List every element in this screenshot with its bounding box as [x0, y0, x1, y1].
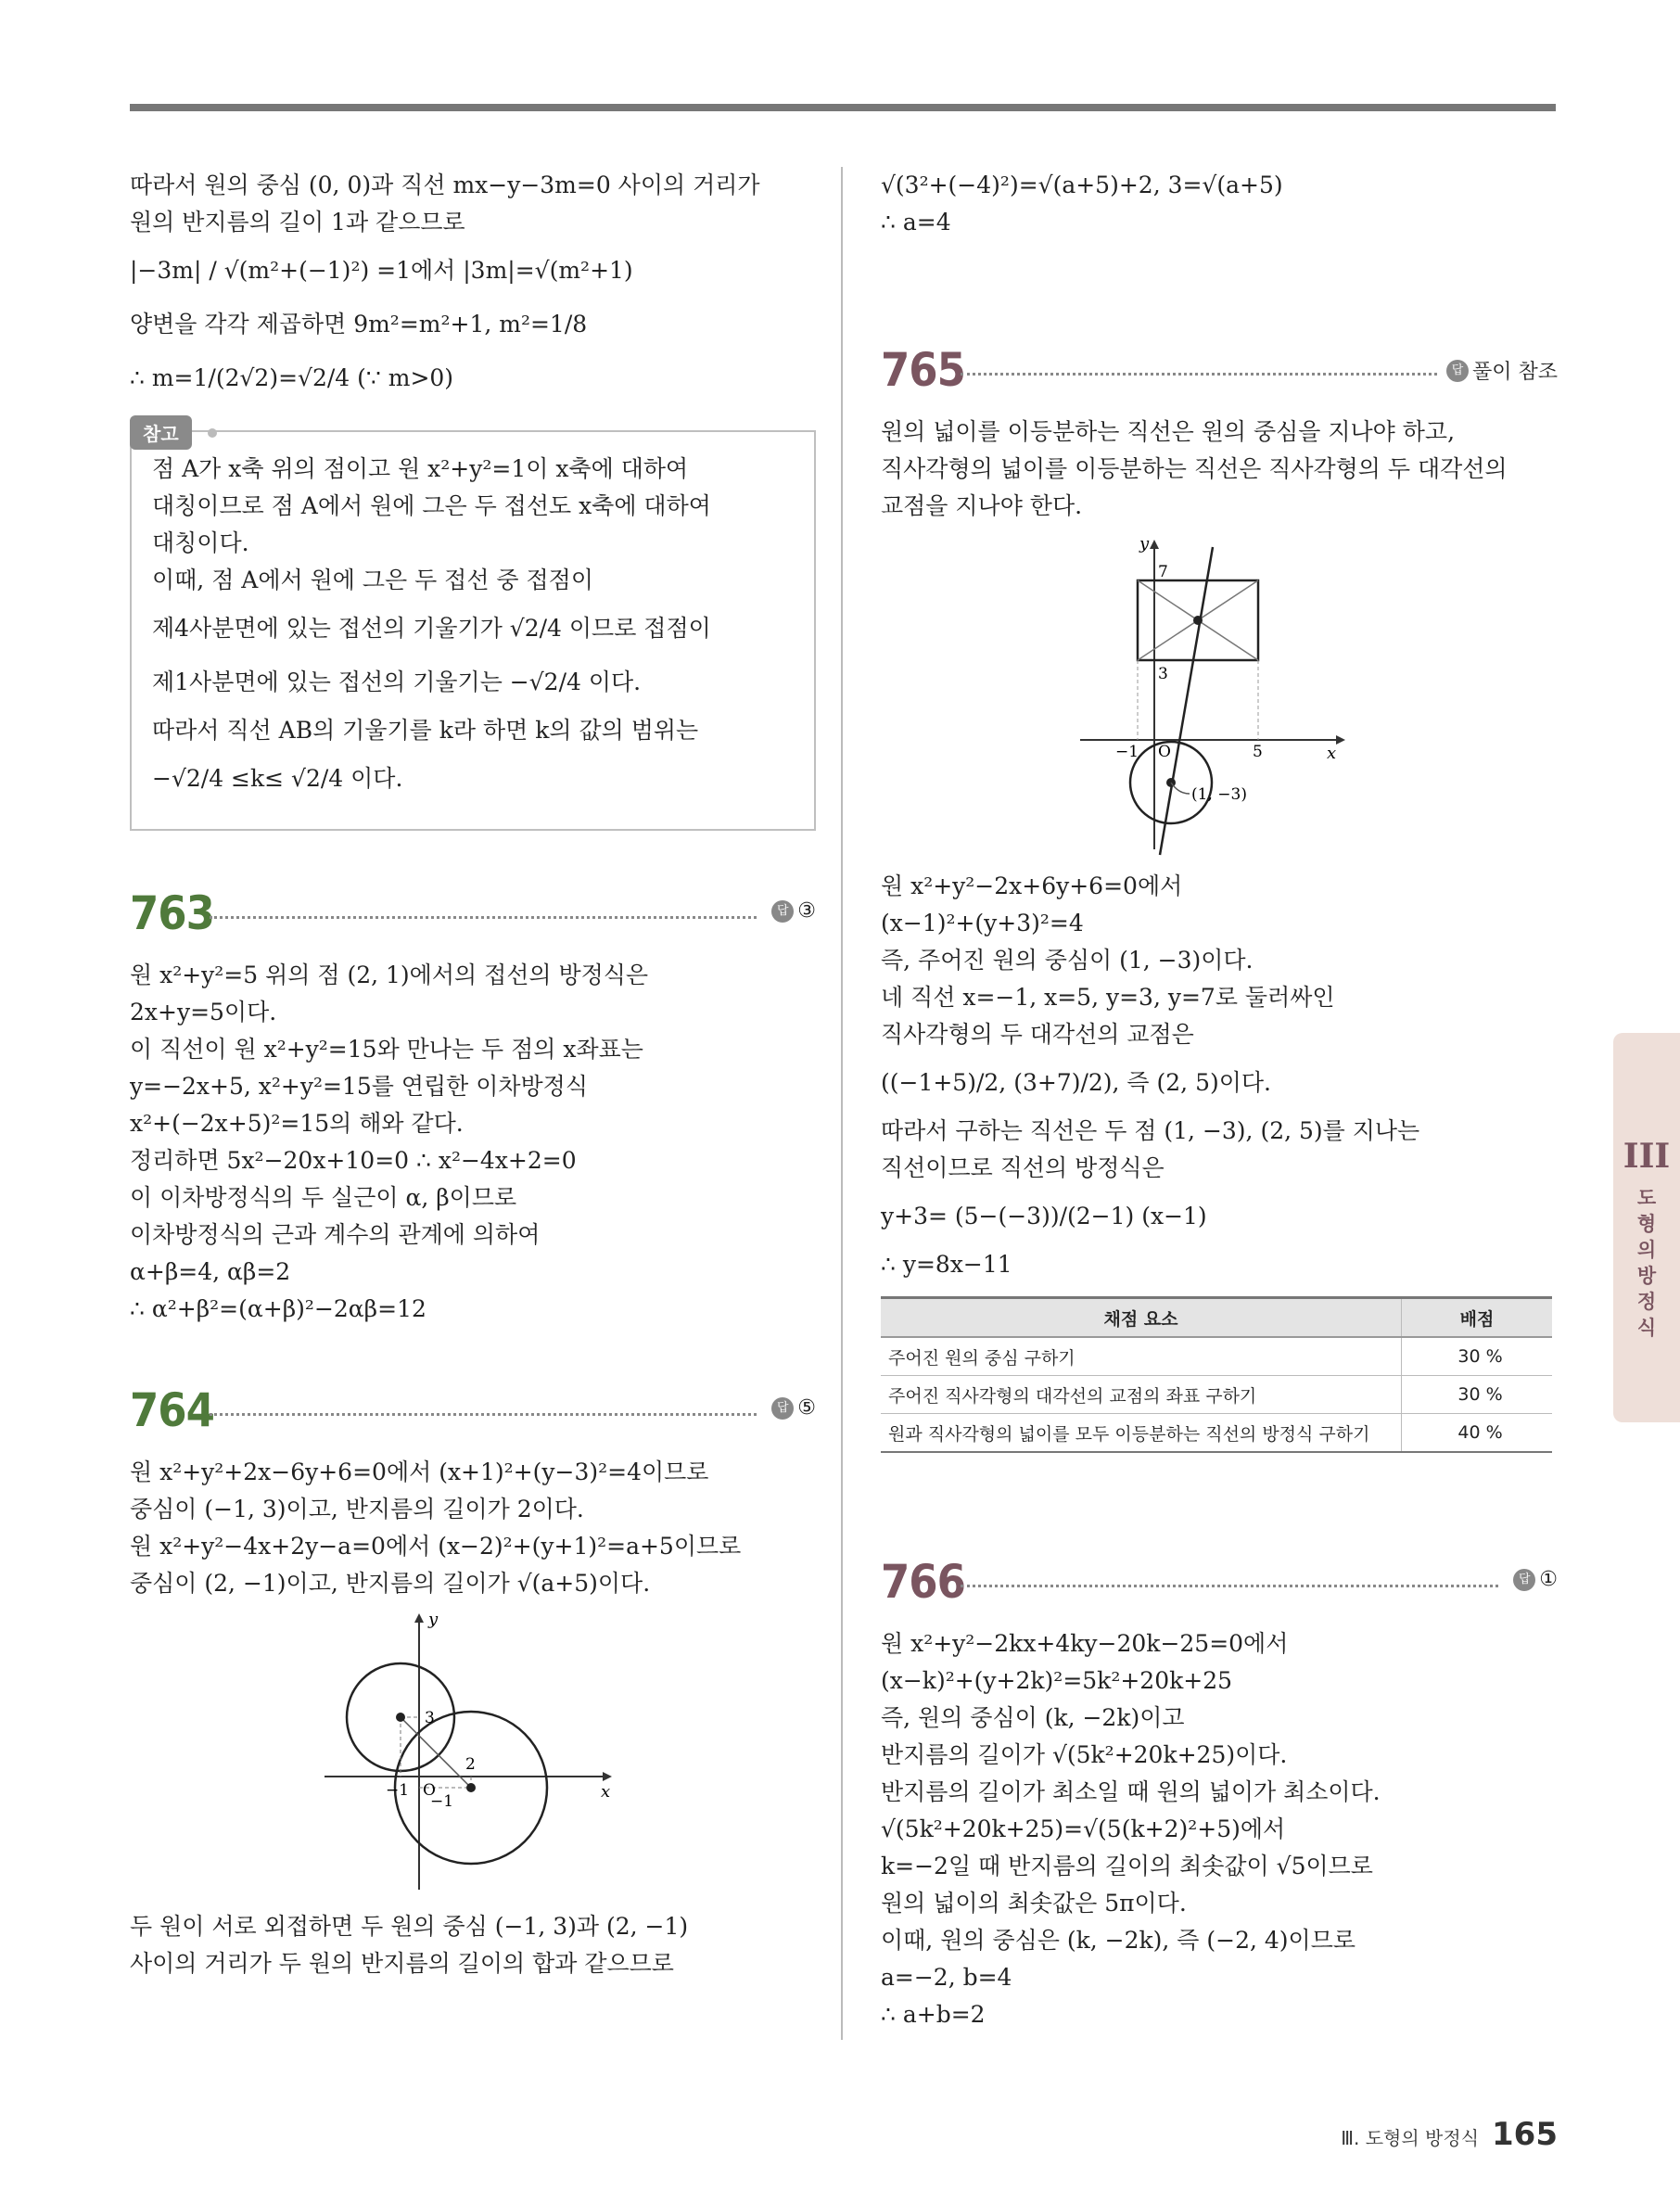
text-line: 원 x²+y²+2x−6y+6=0에서 (x+1)²+(y−3)²=4이므로 — [130, 1459, 709, 1485]
answer-icon: 답 — [1446, 360, 1469, 382]
axis-label-y: y — [428, 1611, 439, 1629]
problem-763-header — [130, 886, 816, 946]
text-line: ((−1+5)/2, (3+7)/2), 즉 (2, 5)이다. — [881, 1069, 1271, 1096]
table-row — [881, 1376, 1552, 1414]
tick-label: −1 — [1115, 743, 1139, 761]
text-line: ∴ y=8x−11 — [881, 1251, 1012, 1278]
text-line: 직사각형의 두 대각선의 교점은 — [881, 1021, 1194, 1048]
x-axis-arrow-icon — [603, 1772, 612, 1781]
tick-label: 3 — [1158, 665, 1168, 683]
table-cell: 30 % — [1402, 1376, 1553, 1414]
table-cell: 주어진 직사각형의 대각선의 교점의 좌표 구하기 — [881, 1376, 1402, 1414]
note-dot-icon — [208, 428, 217, 438]
table-cell: 40 % — [1402, 1414, 1553, 1453]
text-line: 중심이 (−1, 3)이고, 반지름의 길이가 2이다. — [130, 1496, 584, 1522]
dotted-leader — [961, 373, 1437, 376]
answer-value: ③ — [797, 899, 816, 923]
text-line: 이 직선이 원 x²+y²=15와 만나는 두 점의 x좌표는 — [130, 1036, 643, 1063]
text-line: 이때, 원의 중심은 (k, −2k), 즉 (−2, 4)이므로 — [881, 1927, 1355, 1954]
note-line: 점 A가 x축 위의 점이고 원 x²+y²=1이 x축에 대하여 — [152, 455, 689, 482]
table-header: 배점 — [1402, 1298, 1553, 1338]
text-line: 직사각형의 넓이를 이등분하는 직선은 직사각형의 두 대각선의 — [881, 455, 1508, 482]
tick-label: 3 — [425, 1709, 435, 1727]
page-footer — [1341, 2116, 1558, 2153]
answer-icon: 답 — [771, 900, 794, 923]
text-line: a=−2, b=4 — [881, 1964, 1012, 1991]
text-line: 사이의 거리가 두 원의 반지름의 길이의 합과 같으므로 — [130, 1950, 674, 1977]
note-line: 따라서 직선 AB의 기울기를 k라 하면 k의 값의 범위는 — [152, 717, 699, 744]
reference-note-box — [130, 423, 816, 831]
scoring-table — [881, 1296, 1552, 1453]
text-line: 반지름의 길이가 최소일 때 원의 넓이가 최소이다. — [881, 1778, 1381, 1805]
text-line: 원 x²+y²−2kx+4ky−20k−25=0에서 — [881, 1630, 1289, 1657]
answer-label — [771, 899, 816, 923]
text-line: √(3²+(−4)²)=√(a+5)+2, 3=√(a+5) — [881, 172, 1283, 198]
x-axis-arrow-icon — [1336, 735, 1345, 745]
text-line: 양변을 각각 제곱하면 9m²=m²+1, m²=1/8 — [130, 311, 588, 338]
problem-764-header — [130, 1383, 816, 1443]
note-line: 제1사분면에 있는 접선의 기울기는 −√2/4 이다. — [152, 669, 642, 695]
origin-label: O — [423, 1781, 436, 1800]
problem-765-header — [881, 343, 1558, 402]
text-line: (x−1)²+(y+3)²=4 — [881, 910, 1084, 936]
top-rule — [130, 104, 1556, 111]
table-cell: 원과 직사각형의 넓이를 모두 이등분하는 직선의 방정식 구하기 — [881, 1414, 1402, 1453]
text-line: ∴ α²+β²=(α+β)²−2αβ=12 — [130, 1295, 426, 1322]
footer-chapter-title: Ⅲ. 도형의 방정식 — [1341, 2127, 1480, 2149]
rectangle-circle-figure — [1080, 534, 1358, 859]
right-column — [881, 167, 1558, 2033]
answer-value: ⑤ — [797, 1396, 816, 1420]
note-line: −√2/4 ≤k≤ √2/4 이다. — [152, 765, 403, 792]
answer-icon: 답 — [771, 1397, 794, 1420]
note-tag: 참고 — [130, 415, 192, 450]
tick-label: 5 — [1253, 743, 1263, 761]
note-line: 대칭이다. — [152, 529, 249, 556]
problem-number: 763 — [130, 886, 214, 940]
text-line: k=−2일 때 반지름의 길이의 최솟값이 √5이므로 — [881, 1853, 1373, 1879]
point-label: (1, −3) — [1191, 785, 1247, 804]
text-line: 네 직선 x=−1, x=5, y=3, y=7로 둘러싸인 — [881, 984, 1335, 1011]
text-line: 정리하면 5x²−20x+10=0 ∴ x²−4x+2=0 — [130, 1147, 577, 1174]
text-line: ∴ a=4 — [881, 209, 951, 236]
note-line: 대칭이므로 점 A에서 원에 그은 두 접선도 x축에 대하여 — [152, 492, 711, 519]
y-axis-arrow-icon — [414, 1613, 424, 1623]
chapter-side-tab — [1613, 1033, 1680, 1422]
text-line: 원 x²+y²=5 위의 점 (2, 1)에서의 접선의 방정식은 — [130, 962, 649, 988]
table-cell: 주어진 원의 중심 구하기 — [881, 1337, 1402, 1376]
table-header-row — [881, 1298, 1552, 1338]
text-line: 중심이 (2, −1)이고, 반지름의 길이가 √(a+5)이다. — [130, 1570, 651, 1597]
text-line: |−3m| / √(m²+(−1)²) =1에서 |3m|=√(m²+1) — [130, 257, 633, 284]
center-point — [396, 1713, 405, 1722]
text-line: 반지름의 길이가 √(5k²+20k+25)이다. — [881, 1741, 1288, 1768]
table-header: 채점 요소 — [881, 1298, 1402, 1338]
intersection-point — [1193, 616, 1203, 625]
page-number: 165 — [1492, 2116, 1558, 2153]
text-line: 직선이므로 직선의 방정식은 — [881, 1154, 1165, 1181]
chapter-roman-numeral: III — [1623, 1137, 1671, 1176]
text-line: y+3= (5−(−3))/(2−1) (x−1) — [881, 1203, 1207, 1229]
answer-value: 풀이 참조 — [1471, 361, 1558, 384]
table-cell: 30 % — [1402, 1337, 1553, 1376]
problem-number: 765 — [881, 343, 965, 397]
text-line: 원의 넓이의 최솟값은 5π이다. — [881, 1890, 1187, 1917]
note-line: 이때, 점 A에서 원에 그은 두 접선 중 접점이 — [152, 567, 593, 593]
two-circles-figure — [325, 1611, 621, 1899]
answer-icon: 답 — [1513, 1569, 1535, 1591]
text-line: ∴ m=1/(2√2)=√2/4 (∵ m>0) — [130, 364, 454, 391]
text-line: 원의 넓이를 이등분하는 직선은 원의 중심을 지나야 하고, — [881, 418, 1456, 445]
table-row — [881, 1414, 1552, 1453]
text-line: 이차방정식의 근과 계수의 관계에 의하여 — [130, 1221, 541, 1248]
text-line: 두 원이 서로 외접하면 두 원의 중심 (−1, 3)과 (2, −1) — [130, 1913, 689, 1940]
text-line: x²+(−2x+5)²=15의 해와 같다. — [130, 1110, 464, 1137]
axis-label-y: y — [1139, 534, 1150, 554]
axis-label-x: x — [1327, 744, 1337, 763]
text-line: (x−k)²+(y+2k)²=5k²+20k+25 — [881, 1667, 1233, 1694]
bisecting-line — [1160, 547, 1213, 855]
dotted-leader — [210, 916, 757, 919]
text-line: 원의 반지름의 길이 1과 같으므로 — [130, 209, 465, 236]
problem-number: 764 — [130, 1383, 214, 1437]
left-column — [130, 167, 816, 1982]
problem-number: 766 — [881, 1555, 965, 1609]
text-line: 교점을 지나야 한다. — [881, 492, 1083, 519]
text-line: 즉, 원의 중심이 (k, −2k)이고 — [881, 1704, 1185, 1731]
answer-label — [1446, 356, 1558, 385]
table-row — [881, 1337, 1552, 1376]
text-line: 2x+y=5이다. — [130, 999, 277, 1025]
origin-label: O — [1158, 743, 1171, 761]
column-divider — [841, 167, 843, 2040]
text-line: y=−2x+5, x²+y²=15를 연립한 이차방정식 — [130, 1073, 588, 1100]
text-line: 따라서 원의 중심 (0, 0)과 직선 mx−y−3m=0 사이의 거리가 — [130, 172, 760, 198]
dotted-leader — [210, 1413, 757, 1416]
answer-label — [1513, 1568, 1558, 1591]
tick-label: 7 — [1158, 563, 1168, 581]
dotted-leader — [961, 1585, 1498, 1587]
text-line: 이 이차방정식의 두 실근이 α, β이므로 — [130, 1184, 517, 1211]
tick-label: −1 — [386, 1781, 410, 1800]
answer-label — [771, 1396, 816, 1420]
answer-value: ① — [1539, 1568, 1558, 1591]
text-line: 원 x²+y²−4x+2y−a=0에서 (x−2)²+(y+1)²=a+5이므로 — [130, 1533, 742, 1560]
tick-label: −1 — [430, 1792, 454, 1811]
text-line: ∴ a+b=2 — [881, 2001, 986, 2028]
text-line: 즉, 주어진 원의 중심이 (1, −3)이다. — [881, 947, 1254, 974]
chapter-label: 도형의 방정식 — [1636, 1187, 1657, 1339]
axis-label-x: x — [601, 1782, 611, 1802]
text-line: α+β=4, αβ=2 — [130, 1258, 291, 1285]
note-line: 제4사분면에 있는 접선의 기울기가 √2/4 이므로 접점이 — [152, 615, 711, 642]
text-line: 따라서 구하는 직선은 두 점 (1, −3), (2, 5)를 지나는 — [881, 1117, 1420, 1144]
text-line: 원 x²+y²−2x+6y+6=0에서 — [881, 873, 1183, 899]
problem-766-header — [881, 1555, 1558, 1614]
y-axis-arrow-icon — [1150, 540, 1159, 549]
center-point — [466, 1783, 476, 1792]
text-line: √(5k²+20k+25)=√(5(k+2)²+5)에서 — [881, 1815, 1286, 1842]
tick-label: 2 — [465, 1755, 476, 1774]
